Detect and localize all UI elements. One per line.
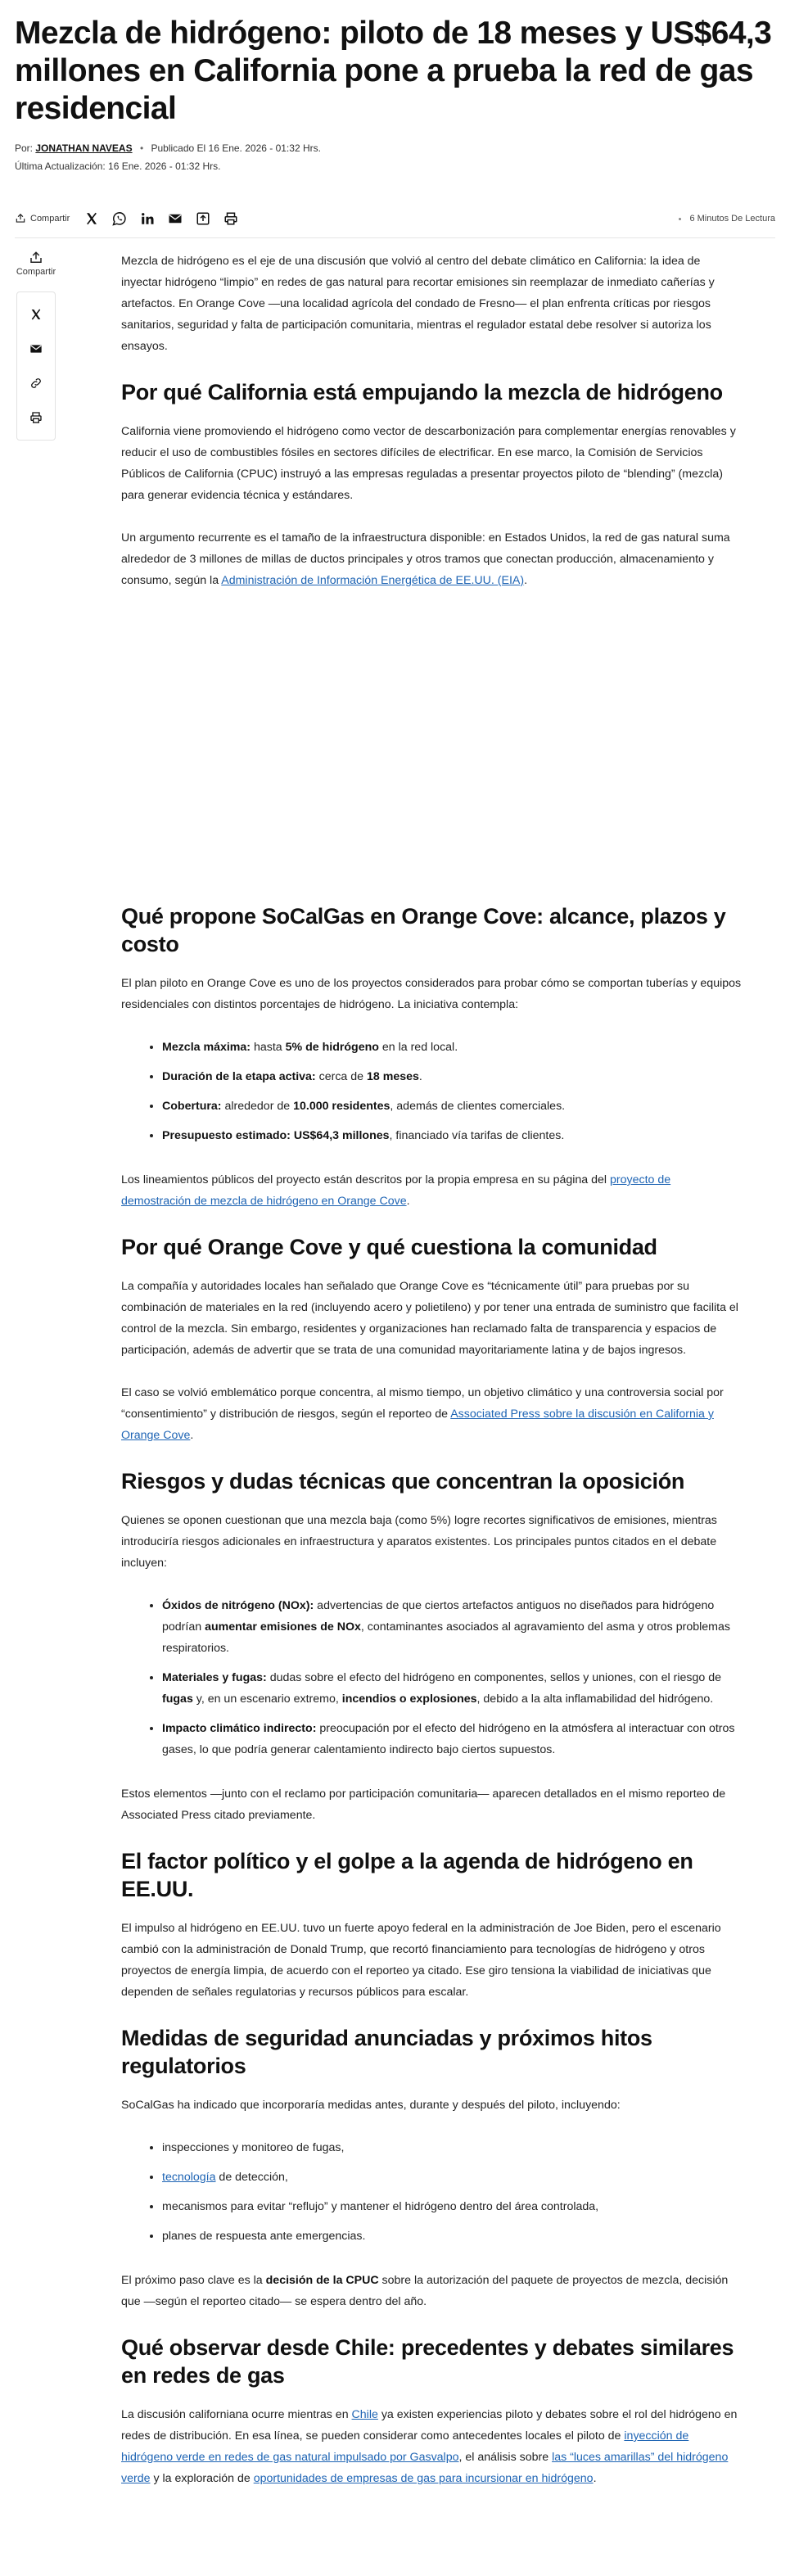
x-icon[interactable] — [81, 208, 102, 229]
paragraph — [121, 1169, 743, 1212]
bold-text: decisión de la CPUC — [265, 2274, 379, 2287]
share-arrow-icon — [29, 251, 43, 265]
paragraph: SoCalGas ha indicado que incorporaría medidas antes, durante y después del piloto, incluyendo: — [121, 2099, 621, 2112]
paragraph: Quienes se oponen cuestionan que una mezcla baja (como 5%) logre recortes significativos de emisiones, mientras introduciría riesgos adicionales en infraestructura y aparatos existentes. Los principales puntos citados en el debate incluyen: — [121, 1514, 717, 1570]
text: Los lineamientos públicos del proyecto están descritos por la propia empresa en su página del — [121, 1173, 611, 1186]
paragraph — [121, 1382, 743, 1446]
list-item: • inspecciones y monitoreo de fugas, — [162, 2137, 743, 2158]
sidebar-share-box — [16, 291, 56, 441]
paragraph: California viene promoviendo el hidrógeno como vector de descarbonización para complementar energías renovables y reducir el uso de combustibles fósiles en sectores difíciles de electrificar. En ese marco, la Comisión de Servicios Públicos de California (CPUC) instruyó a las empresas reguladas a presentar proyectos piloto de “blending” (mezcla) para generar evidencia técnica y estándares. — [121, 425, 736, 502]
ad-space — [121, 612, 743, 902]
text: de detección, — [215, 2171, 288, 2184]
text: . — [524, 574, 528, 587]
text: . — [418, 1070, 422, 1083]
text: Un argumento recurrente es el tamaño de la infraestructura disponible: en Estados Unidos, la red de gas natural suma alrededor de 3 millones de millas de ductos principales y otros tramos que conectan producción, almacenamiento y consumo, según la — [121, 531, 730, 587]
sidebar-share-label: Compartir — [16, 267, 56, 277]
bold-text: Impacto climático indirecto: — [162, 1722, 317, 1735]
text: La discusión californiana ocurre mientras en — [121, 2408, 352, 2421]
text: , contaminantes asociados al agravamiento del asma y otros problemas respiratorios. — [162, 1620, 730, 1655]
text: alrededor de — [221, 1100, 294, 1113]
safety-list — [121, 2137, 743, 2247]
text: ya existen experiencias piloto y debates sobre el rol del hidrógeno en redes de distribución. En esa línea, se pueden considerar como antecedentes locales el piloto de — [121, 2408, 738, 2443]
gas-companies-link[interactable]: oportunidades de empresas de gas para incursionar en hidrógeno — [253, 2472, 594, 2485]
text: El próximo paso clave es la — [121, 2274, 266, 2287]
list-item — [162, 1066, 743, 1087]
paragraph — [121, 2270, 743, 2312]
intro-paragraph: Mezcla de hidrógeno es el eje de una discusión que volvió al centro del debate climático en California: la idea de inyectar hidrógeno “limpio” en redes de gas natural para recortar emisiones sin reemplazar de inmediato cañerías y artefactos. En Orange Cove —una localidad agrícola del condado de Fresno— el plan enfrenta críticas por riesgos sanitarios, seguridad y falta de participación comunitaria, mientras el regulador estatal debe resolver si autoriza los ensayos. — [121, 255, 715, 353]
paragraph: El impulso al hidrógeno en EE.UU. tuvo un fuerte apoyo federal en la administración de Joe Biden, pero el escenario cambió con la administración de Donald Trump, que recortó financiamiento para tecnologías de hidrógeno y otros proyectos de energía limpia, de acuerdo con el reporteo ya citado. Ese giro tensiona la viabilidad de iniciativas que dependen de señales regulatorias y recursos públicos para escalar. — [121, 1922, 721, 1999]
share-icon[interactable] — [192, 208, 214, 229]
bold-text: Materiales y fugas: — [162, 1671, 267, 1684]
paragraph: La compañía y autoridades locales han señalado que Orange Cove es “técnicamente útil” para pruebas por su combinación de materiales en la red (incluyendo acero y polietileno) y por tener una entrada de suministro que facilita el control de la mezcla. Sin embargo, residentes y organizaciones han reclamado falta de transparencia y espacios de participación, además de advertir que se trata de una comunidad mayoritariamente latina y de bajos ingresos. — [121, 1280, 738, 1357]
text: , además de clientes comerciales. — [390, 1100, 566, 1113]
text: , el análisis sobre — [458, 2451, 553, 2464]
share-button[interactable] — [15, 213, 70, 224]
share-arrow-icon — [15, 213, 26, 224]
share-bar — [15, 205, 775, 233]
article-body — [121, 251, 743, 2510]
text: y, en un escenario extremo, — [192, 1692, 342, 1706]
list-item — [162, 1667, 743, 1710]
initiative-list — [121, 1037, 743, 1146]
bold-text: Presupuesto estimado: — [162, 1129, 291, 1142]
text: . — [190, 1429, 194, 1442]
bold-text: Mezcla máxima: — [162, 1041, 251, 1054]
paragraph — [121, 527, 743, 591]
bold-text: Duración de la etapa activa: — [162, 1070, 316, 1083]
bold-text: 18 meses — [366, 1070, 419, 1083]
text: , financiado vía tarifas de clientes. — [389, 1129, 565, 1142]
linkedin-icon[interactable] — [137, 208, 158, 229]
paragraph: Estos elementos —junto con el reclamo por participación comunitaria— aparecen detallados en el mismo reporteo de Associated Press citado previamente. — [121, 1787, 726, 1822]
yellow-lights-link[interactable]: las “luces amarillas” del hidrógeno verde — [121, 2451, 729, 2485]
author-link[interactable]: JONATHAN NAVEAS — [35, 142, 133, 154]
socalgas-project-link[interactable]: proyecto de demostración de mezcla de hidrógeno en Orange Cove — [121, 1173, 671, 1208]
text: preocupación por el efecto del hidrógeno en la atmósfera al interactuar con otros gases, lo que podría generar calentamiento indirecto bajo ciertos supuestos. — [162, 1722, 735, 1756]
section-heading: Qué observar desde Chile: precedentes y debates similares en redes de gas — [121, 2335, 734, 2388]
list-item — [162, 1718, 743, 1760]
eia-link[interactable]: Administración de Información Energética de EE.UU. (EIA) — [221, 574, 525, 587]
published-date: Publicado El 16 Ene. 2026 - 01:32 Hrs. — [151, 142, 321, 154]
separator-dot: • — [139, 142, 144, 154]
read-time — [679, 214, 775, 224]
sticky-share-sidebar — [11, 251, 61, 441]
sidebar-share-button[interactable] — [16, 251, 56, 277]
text: sobre la autorización del paquete de proyectos de mezcla, decisión que —según el reporteo citado— se espera dentro del año. — [121, 2274, 729, 2308]
chile-link[interactable]: Chile — [351, 2408, 378, 2421]
text: . — [593, 2472, 597, 2485]
email-icon[interactable] — [25, 338, 47, 359]
updated-date: Última Actualización: 16 Ene. 2026 - 01:32 Hrs. — [15, 160, 221, 172]
section-heading: Riesgos y dudas técnicas que concentran la oposición — [121, 1469, 685, 1494]
section-heading: Medidas de seguridad anunciadas y próximos hitos regulatorios — [121, 2026, 652, 2078]
list-item — [162, 1125, 743, 1146]
copy-link-icon[interactable] — [25, 373, 47, 394]
print-icon[interactable] — [220, 208, 242, 229]
text: . — [406, 1195, 410, 1208]
text: y la exploración de — [150, 2472, 254, 2485]
section-heading: Qué propone SoCalGas en Orange Cove: alcance, plazos y costo — [121, 904, 726, 956]
section-heading: Por qué California está empujando la mezcla de hidrógeno — [121, 380, 723, 404]
bold-text: fugas — [162, 1692, 193, 1706]
bold-text: 10.000 residentes — [293, 1100, 390, 1113]
risks-list — [121, 1595, 743, 1760]
text: advertencias de que ciertos artefactos antiguos no diseñados para hidrógeno podrían — [162, 1599, 715, 1634]
list-item — [162, 2167, 743, 2188]
print-icon[interactable] — [25, 407, 47, 428]
bold-text: Cobertura: — [162, 1100, 222, 1113]
email-icon[interactable] — [165, 208, 186, 229]
x-icon[interactable] — [25, 304, 47, 325]
list-item — [162, 1595, 743, 1659]
text: El caso se volvió emblemático porque concentra, al mismo tiempo, un objetivo climático y una controversia social por “consentimiento” y distribución de riesgos, según el reporteo de — [121, 1386, 724, 1421]
paragraph — [121, 2404, 743, 2489]
bold-text: incendios o explosiones — [341, 1692, 477, 1706]
text: dudas sobre el efecto del hidrógeno en componentes, sellos y uniones, con el riesgo de — [266, 1671, 722, 1684]
gasvalpo-link[interactable]: inyección de hidrógeno verde en redes de gas natural impulsado por Gasvalpo — [121, 2429, 689, 2464]
list-item — [162, 1037, 743, 1058]
share-label: Compartir — [30, 214, 70, 224]
list-item: • planes de respuesta ante emergencias. — [162, 2226, 743, 2247]
bold-text: aumentar emisiones de NOx — [205, 1620, 361, 1634]
list-item — [162, 1096, 743, 1117]
bold-text: US$64,3 millones — [290, 1129, 390, 1142]
header-divider — [15, 237, 775, 238]
text: hasta — [251, 1041, 286, 1054]
ap-report-link[interactable]: Associated Press sobre la discusión en California y Orange Cove — [121, 1408, 714, 1442]
bold-text: Óxidos de nitrógeno (NOx): — [162, 1599, 314, 1612]
text: en la red local. — [378, 1041, 458, 1054]
byline — [15, 139, 775, 157]
technology-link[interactable]: tecnología — [162, 2171, 216, 2184]
whatsapp-icon[interactable] — [109, 208, 130, 229]
bold-text: 5% de hidrógeno — [285, 1041, 379, 1054]
text: cerca de — [315, 1070, 367, 1083]
read-time-label: 6 Minutos De Lectura — [689, 214, 775, 224]
section-heading: Por qué Orange Cove y qué cuestiona la comunidad — [121, 1235, 657, 1259]
read-time-dot — [679, 218, 681, 220]
by-label: Por: — [15, 142, 34, 154]
article-title: Mezcla de hidrógeno: piloto de 18 meses y US$64,3 millones en California pone a prueba la red de gas residencial — [15, 16, 772, 126]
list-item: • mecanismos para evitar “reflujo” y mantener el hidrógeno dentro del área controlada, — [162, 2196, 743, 2217]
section-heading: El factor político y el golpe a la agenda de hidrógeno en EE.UU. — [121, 1849, 693, 1901]
article-header — [0, 15, 790, 175]
text: , debido a la alta inflamabilidad del hidrógeno. — [476, 1692, 714, 1706]
paragraph: El plan piloto en Orange Cove es uno de los proyectos considerados para probar cómo se comportan tuberías y equipos residenciales con distintos porcentajes de hidrógeno. La iniciativa contempla: — [121, 977, 742, 1011]
